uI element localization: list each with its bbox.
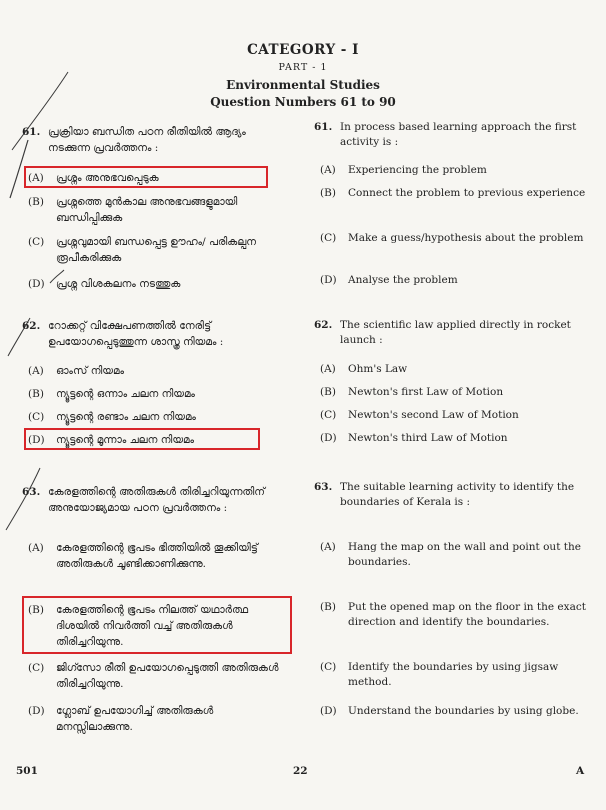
question-text: കേരളത്തിന്റെ അതിരുകൾ തിരിച്ചറിയുന്നതിന് അനുയോജ്യമായ പഠന പ്രവർത്തനം : (48, 486, 265, 514)
option-d (320, 704, 590, 719)
option-text: ന്യൂട്ടന്റെ രണ്ടാം ചലന നിയമം (56, 411, 196, 423)
option-text: Experiencing the problem (348, 164, 487, 176)
answer-highlight-63 (22, 596, 292, 654)
question-number: 62. (22, 320, 41, 332)
option-text: Newton's second Law of Motion (348, 409, 519, 421)
option-text: ഗ്ലോബ് ഉപയോഗിച്ച് അതിരുകൾ മനസ്സിലാക്കുന്നു. (56, 705, 214, 733)
option-label: (D) (320, 274, 337, 286)
option-c (28, 660, 290, 692)
option-text: ന്യൂട്ടന്റെ ഒന്നാം ചലന നിയമം (56, 388, 195, 400)
option-text: ന്യൂട്ടന്റെ മൂന്നാം ചലന നിയമം (56, 434, 195, 446)
option-text: Analyse the problem (348, 274, 458, 286)
option-d (28, 703, 290, 735)
option-text: ഓംസ് നിയമം (56, 365, 125, 377)
option-text: പ്രശ്നം അനുഭവപ്പെടുക (56, 172, 159, 184)
question-61-ml (22, 124, 290, 156)
option-label: (B) (28, 388, 44, 400)
option-label: (D) (28, 434, 45, 446)
option-label: (D) (320, 705, 337, 717)
option-label: (B) (28, 604, 44, 616)
option-b (320, 385, 590, 400)
option-c (320, 231, 590, 246)
question-text: The suitable learning activity to identify the boundaries of Kerala is : (340, 481, 575, 508)
option-label: (C) (320, 232, 337, 244)
option-text: കേരളത്തിന്റെ ഭൂപടം ഭിത്തിയിൽ തൂക്കിയിട്ട് അതിരുകൾ ചൂണ്ടിക്കാണിക്കുന്നു. (56, 542, 258, 570)
option-label: (C) (28, 411, 45, 423)
option-c (320, 660, 590, 690)
option-label: (A) (28, 542, 44, 554)
option-a (28, 363, 290, 379)
option-b (28, 194, 290, 226)
option-text: Put the opened map on the floor in the exact direction and identify the boundaries. (348, 601, 586, 628)
option-d (320, 273, 590, 288)
option-text: Hang the map on the wall and point out the boundaries. (348, 541, 581, 568)
option-text: ജിഗ്സോ രീതി ഉപയോഗപ്പെടുത്തി അതിരുകൾ തിരിച്ചറിയുന്നു. (56, 662, 279, 690)
option-text: Newton's first Law of Motion (348, 386, 504, 398)
part-heading: PART - 1 (278, 62, 328, 73)
booklet-code: 501 (16, 765, 38, 777)
option-text: Newton's third Law of Motion (348, 432, 508, 444)
option-label: (A) (320, 363, 336, 375)
question-62-en (314, 318, 590, 348)
option-label: (C) (28, 236, 45, 248)
option-text: Ohm's Law (348, 363, 408, 375)
option-b (28, 386, 290, 402)
question-number: 63. (22, 486, 41, 498)
question-number: 62. (314, 319, 333, 331)
question-number: 61. (22, 126, 41, 138)
answer-highlight-61 (24, 166, 268, 188)
option-label: (B) (320, 187, 336, 199)
option-c (320, 408, 590, 423)
question-number: 61. (314, 121, 333, 133)
option-label: (D) (320, 432, 337, 444)
option-text: Identify the boundaries by using jigsaw method. (348, 661, 559, 688)
option-text: പ്രശ്നത്തെ മുൻകാല അനുഭവങ്ങളുമായി ബന്ധിപ്പിക്കുക (56, 196, 238, 224)
question-63-ml (22, 484, 290, 516)
option-text: പ്രശ്ന വിശകലനം നടത്തുക (56, 278, 181, 290)
option-label: (D) (28, 705, 45, 717)
option-label: (C) (320, 409, 337, 421)
option-label: (B) (320, 601, 336, 613)
option-a (320, 163, 590, 178)
option-text: കേരളത്തിന്റെ ഭൂപടം നിലത്ത് യഥാർത്ഥ ദിശയിൽ നിവർത്തി വച്ച് അതിരുകൾ തിരിച്ചറിയുന്നു. (56, 604, 249, 648)
subject-heading: Environmental Studies (226, 78, 380, 92)
question-text: പ്രക്രിയാ ബന്ധിത പഠന രീതിയിൽ ആദ്യം നടക്കുന്ന പ്രവർത്തനം : (48, 126, 246, 154)
option-b (320, 600, 590, 630)
category-heading: CATEGORY - I (247, 42, 359, 58)
option-a (320, 540, 590, 570)
page-number: 22 (293, 765, 308, 777)
question-text: The scientific law applied directly in rocket launch : (340, 319, 571, 346)
option-label: (D) (28, 278, 45, 290)
option-label: (B) (320, 386, 336, 398)
option-label: (A) (320, 541, 336, 553)
option-text: Connect the problem to previous experience (348, 187, 586, 199)
option-text: Understand the boundaries by using globe. (348, 705, 579, 717)
option-c (28, 409, 290, 425)
option-label: (B) (28, 196, 44, 208)
question-range-heading: Question Numbers 61 to 90 (210, 95, 396, 109)
option-label: (C) (320, 661, 337, 673)
option-label: (C) (28, 662, 45, 674)
option-a (28, 540, 290, 572)
series-code: A (576, 765, 585, 777)
answer-highlight-62 (24, 428, 260, 450)
question-text: റോക്കറ്റ് വിക്ഷേപണത്തിൽ നേരിട്ട് ഉപയോഗപ്പെടുത്തുന്ന ശാസ്ത്ര നിയമം : (48, 320, 224, 348)
question-62-ml (22, 318, 290, 350)
question-61-en (314, 120, 590, 150)
option-b (320, 186, 590, 201)
option-label: (A) (28, 172, 44, 184)
option-a (320, 362, 590, 377)
option-d (320, 431, 590, 446)
option-text: Make a guess/hypothesis about the problem (348, 232, 584, 244)
question-text: In process based learning approach the first activity is : (340, 121, 577, 148)
option-text: പ്രശ്നവുമായി ബന്ധപ്പെട്ട ഊഹം/ പരികല്പന രൂപീകരിക്കുക (56, 236, 257, 264)
question-63-en (314, 480, 590, 510)
option-d (28, 276, 290, 292)
option-label: (A) (320, 164, 336, 176)
option-label: (A) (28, 365, 44, 377)
question-number: 63. (314, 481, 333, 493)
option-c (28, 234, 290, 266)
